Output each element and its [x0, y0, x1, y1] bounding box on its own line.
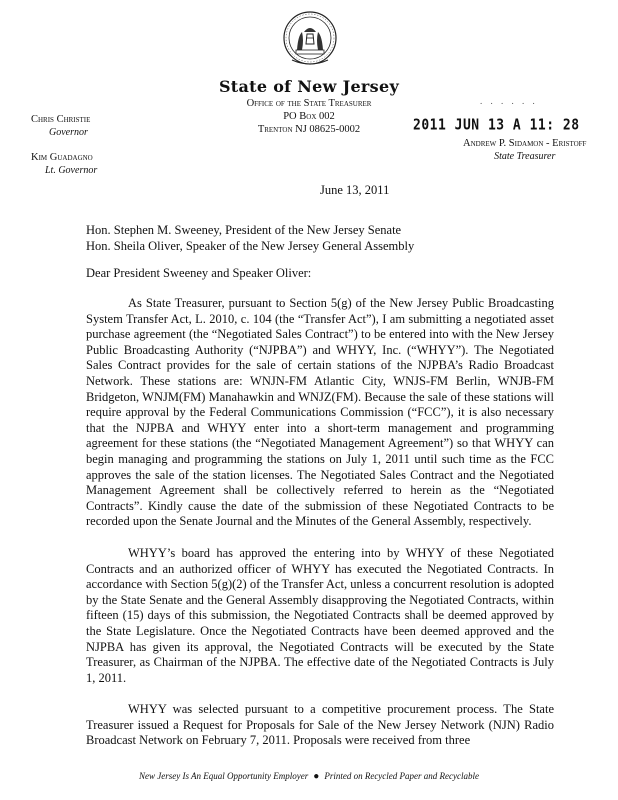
po-box: PO Box 002	[283, 111, 335, 122]
state-seal	[282, 10, 338, 72]
governor-name: Chris Christie	[31, 114, 91, 125]
footer	[0, 771, 618, 782]
footer-employer-note: New Jersey Is An Equal Opportunity Employer	[138, 771, 309, 781]
addressee-block	[86, 223, 414, 254]
body-paragraph-3: WHYY was selected pursuant to a competitive procurement process. The State Treasurer issued a Request for Proposals for Sale of the New Jersey Network (NJN) Radio Broadcast Network on February 7, 2011. Proposals were received from three	[86, 702, 554, 748]
body-paragraph-2: WHYY’s board has approved the entering into by WHYY of these Negotiated Contracts and an authorized officer of WHYY has executed the Negotiated Contracts. In accordance with Section 5(g)(2) of the Transfer Act, unless a concurrent resolution is adopted by the State Senate and the General Assembly disapproving the Negotiated Contracts, within fifteen (15) days of this submission, the Negotiated Contracts shall be deemed approved by the State Legislature. Once the Negotiated Contracts have been deemed approved and the NJPBA has given its approval, the Negotiated Contracts will be executed by the State Treasurer, as Chairman of the NJPBA. The effective date of the Negotiated Contracts is July 1, 2011.	[86, 546, 554, 685]
salutation: Dear President Sweeney and Speaker Oliver:	[86, 266, 312, 280]
letter-date: June 13, 2011	[320, 183, 390, 197]
addressee-senate: Hon. Stephen M. Sweeney, President of the New Jersey Senate	[86, 223, 402, 237]
treasurer-title: State Treasurer	[494, 151, 556, 162]
governor-title: Governor	[49, 127, 88, 138]
addressee-assembly: Hon. Sheila Oliver, Speaker of the New Jersey General Assembly	[86, 238, 415, 253]
stamp-dots: . . . . . .	[480, 96, 538, 106]
office-name: Office of the State Treasurer	[246, 98, 372, 109]
footer-recycled-note: Printed on Recycled Paper and Recyclable	[324, 771, 480, 781]
bullet-icon: ●	[313, 771, 320, 782]
lt-governor-title: Lt. Governor	[45, 165, 98, 176]
received-stamp: 2011 JUN 13 A 11: 28	[413, 116, 580, 135]
treasurer-block	[463, 137, 586, 163]
lt-governor-name: Kim Guadagno	[31, 152, 93, 163]
office-city: Trenton NJ 08625-0002	[257, 124, 361, 135]
treasurer-name: Andrew P. Sidamon - Eristoff	[463, 138, 587, 149]
governor-block	[31, 113, 97, 177]
state-title: State of New Jersey	[218, 77, 400, 96]
body-paragraph-1: As State Treasurer, pursuant to Section 5(g) of the New Jersey Public Broadcasting System Transfer Act, L. 2010, c. 104 (the “Transfer Act”), I am submitting a negotiated asset purchase agreement (the “Negotiated Sales Contract”) to be entered into with the New Jersey Public Broadcasting Authority (“NJPBA”) and WHYY, Inc. (“WHYY”). The Negotiated Sales Contract provides for the sale of certain stations of the NJPBA’s Radio Broadcast Network. These stations are: WNJN-FM Atlantic City, WNJS-FM Berlin, WNJB-FM Bridgeton, WNJM(FM) Manahawkin and WNJZ(FM). Because the sale of these stations will require approval by the Federal Communications Commission (“FCC”), it is also necessary that the NJPBA and WHYY enter into a short-term management and programming agreement for these stations (the “Negotiated Management Agreement”) so that WHYY can begin managing and programming the stations on July 1, 2011 until such time as the FCC approves the sale of the station licenses. The Negotiated Sales Contract and the Negotiated Management Agreement shall be collectively referred to herein as the “Negotiated Contracts”. Kindly cause the date of the submission of these Negotiated Contracts to be recorded upon the Senate Journal and the Minutes of the General Assembly, respectively.	[86, 296, 554, 529]
